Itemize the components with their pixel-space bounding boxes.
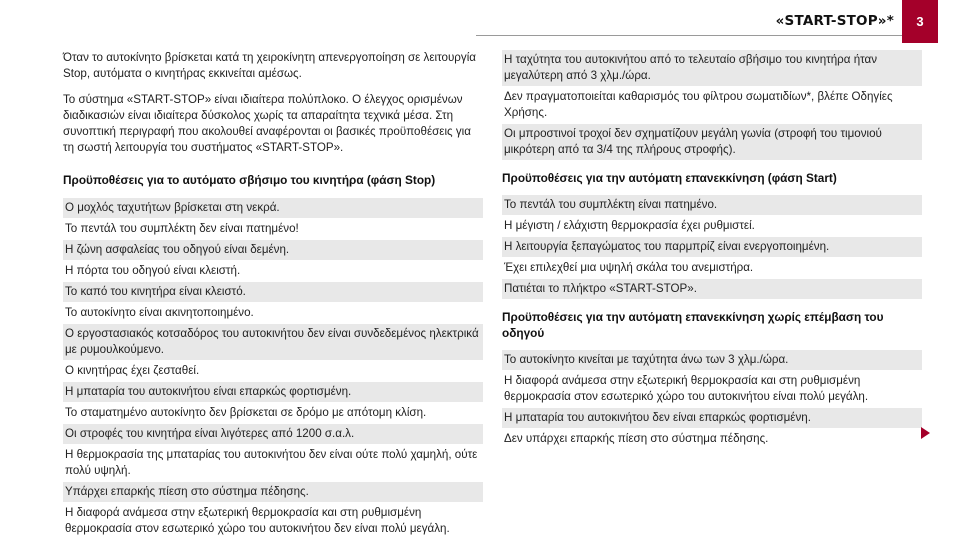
condition-row: Η ταχύτητα του αυτοκινήτου από το τελευταίο σβήσιμο του κινητήρα ήταν μεγαλύτερη από 3 χλμ./ώρα.	[502, 50, 922, 86]
condition-row: Η θερμοκρασία της μπαταρίας του αυτοκινήτου δεν είναι ούτε πολύ χαμηλή, ούτε πολύ υψηλή.	[65, 448, 478, 477]
condition-row: Οι μπροστινοί τροχοί δεν σχηματίζουν μεγάλη γωνία (στροφή του τιμονιού μικρότερη από τα 3/4 της πλήρους στροφής).	[502, 124, 922, 160]
condition-row: Ο εργοστασιακός κοτσαδόρος του αυτοκινήτου δεν είναι συνδεδεμένος ηλεκτρικά με ρυμουλκούμενο.	[63, 324, 483, 360]
intro-paragraph: Όταν το αυτοκίνητο βρίσκεται κατά τη χειροκίνητη απενεργοποίηση σε λειτουργία Stop, αυτόματα ο κινητήρας εκκινείται αμέσως.	[63, 51, 476, 80]
page-number-badge: 3	[902, 0, 938, 43]
condition-row: Η διαφορά ανάμεσα στην εξωτερική θερμοκρασία και στη ρυθμισμένη θερμοκρασία στον εσωτερικό χώρο του αυτοκινήτου είναι πολύ μεγάλη.	[504, 374, 869, 403]
condition-row: Δεν υπάρχει επαρκής πίεση στο σύστημα πέδησης.	[504, 432, 769, 445]
stop-conditions-list	[63, 198, 483, 538]
stop-phase-heading: Προϋποθέσεις για το αυτόματο σβήσιμο του κινητήρα (φάση Stop)	[63, 173, 436, 187]
condition-row: Η λειτουργία ξεπαγώματος του παρμπρίζ είναι ενεργοποιημένη.	[502, 237, 922, 257]
condition-row: Η ζώνη ασφαλείας του οδηγού είναι δεμένη.	[63, 240, 483, 260]
auto-restart-heading: Προϋποθέσεις για την αυτόματη επανεκκίνηση χωρίς επέμβαση του οδηγού	[502, 310, 884, 340]
condition-row: Οι στροφές του κινητήρα είναι λιγότερες από 1200 σ.α.λ.	[63, 424, 483, 444]
stop-conditions-continued-list	[502, 50, 922, 160]
condition-row: Το πεντάλ του συμπλέκτη είναι πατημένο.	[502, 195, 922, 215]
condition-row: Η μπαταρία του αυτοκινήτου είναι επαρκώς φορτισμένη.	[63, 382, 483, 402]
condition-row: Η μπαταρία του αυτοκινήτου δεν είναι επαρκώς φορτισμένη.	[502, 408, 922, 428]
condition-row: Ο μοχλός ταχυτήτων βρίσκεται στη νεκρά.	[63, 198, 483, 218]
condition-row: Η διαφορά ανάμεσα στην εξωτερική θερμοκρασία και στη ρυθμισμένη θερμοκρασία στον εσωτερικό χώρο του αυτοκινήτου δεν είναι πολύ μεγάλη.	[65, 506, 450, 535]
triangle-right-icon[interactable]	[921, 427, 930, 439]
condition-row: Το σταματημένο αυτοκίνητο δεν βρίσκεται σε δρόμο με απότομη κλίση.	[65, 406, 427, 419]
condition-row: Η πόρτα του οδηγού είναι κλειστή.	[65, 264, 241, 277]
start-phase-heading: Προϋποθέσεις για την αυτόματη επανεκκίνηση (φάση Start)	[502, 171, 837, 185]
condition-row: Πατιέται το πλήκτρο «START-STOP».	[502, 279, 922, 299]
auto-restart-conditions-list	[502, 350, 922, 449]
condition-row: Ο κινητήρας έχει ζεσταθεί.	[65, 364, 200, 377]
condition-row: Η μέγιστη / ελάχιστη θερμοκρασία έχει ρυθμιστεί.	[504, 219, 755, 232]
header-divider	[476, 35, 902, 36]
condition-row: Το αυτοκίνητο κινείται με ταχύτητα άνω των 3 χλμ./ώρα.	[502, 350, 922, 370]
intro-paragraph: Το σύστημα «START-STOP» είναι ιδιαίτερα πολύπλοκο. Ο έλεγχος ορισμένων διαδικασιών είναι ιδιαίτερα δύσκολος χωρίς τα απαραίτητα τεχνικά μέσα. Στη συνοπτική περιγραφή που ακολουθεί αναφέρονται οι βασικές προϋποθέσεις για τη σωστή λειτουργία του συστήματος «START-STOP».	[63, 93, 471, 154]
condition-row: Έχει επιλεχθεί μια υψηλή σκάλα του ανεμιστήρα.	[504, 261, 754, 274]
condition-row: Δεν πραγματοποιείται καθαρισμός του φίλτρου σωματιδίων*, βλέπε Οδηγίες Χρήσης.	[504, 90, 893, 119]
condition-row: Το καπό του κινητήρα είναι κλειστό.	[63, 282, 483, 302]
start-conditions-list	[502, 195, 922, 299]
chapter-title: «START-STOP»*	[775, 13, 894, 29]
condition-row: Το αυτοκίνητο είναι ακινητοποιημένο.	[65, 306, 254, 319]
condition-row: Το πεντάλ του συμπλέκτη δεν είναι πατημένο!	[65, 222, 299, 235]
right-column	[502, 50, 922, 449]
condition-row: Υπάρχει επαρκής πίεση στο σύστημα πέδησης.	[63, 482, 483, 502]
left-column	[63, 50, 483, 538]
